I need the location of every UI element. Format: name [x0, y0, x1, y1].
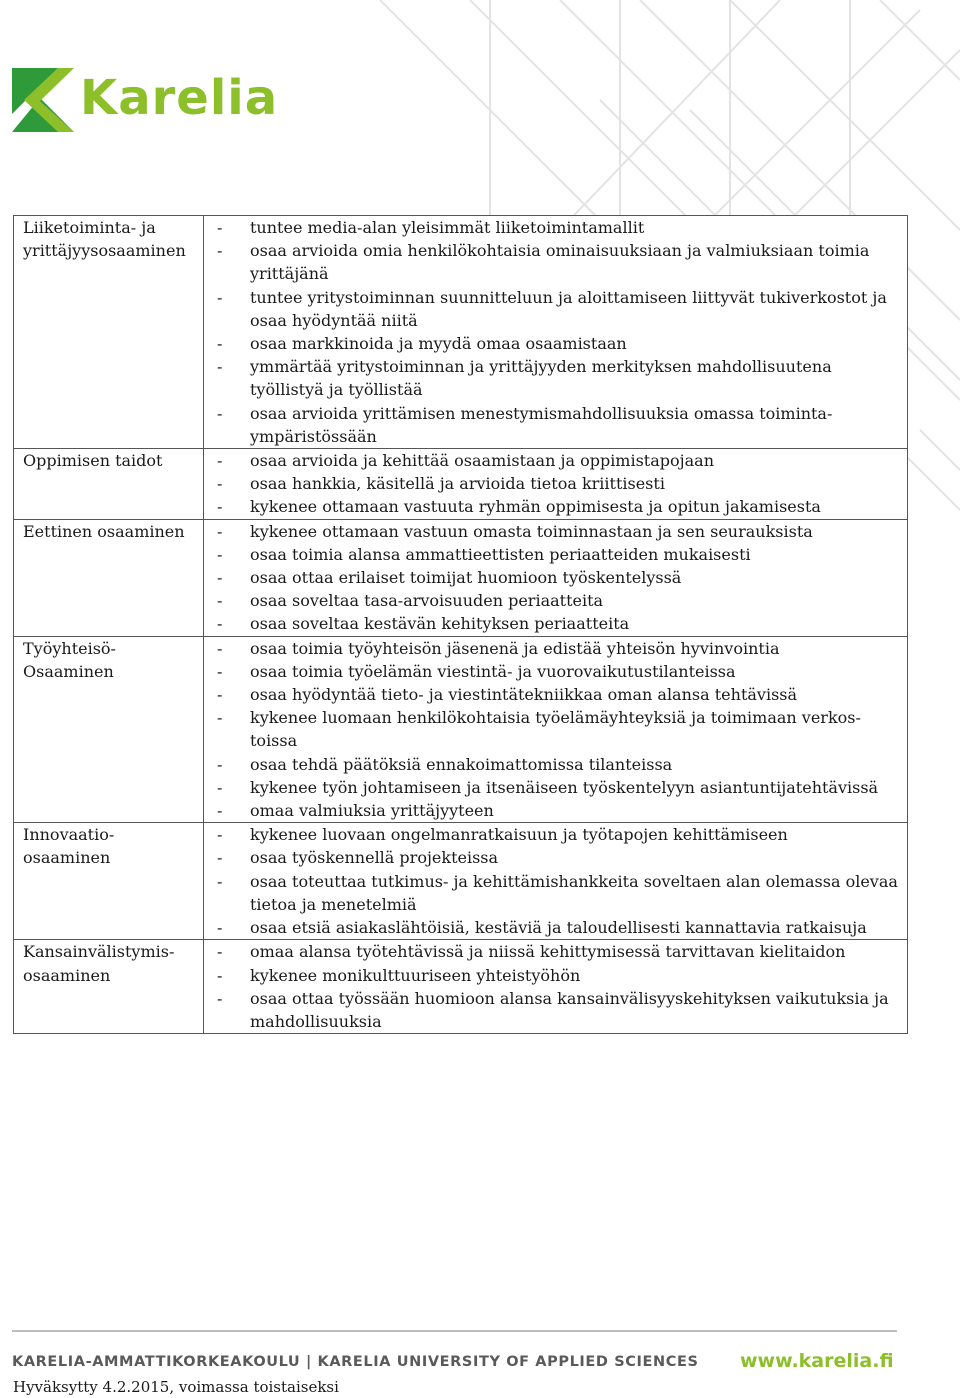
list-item-text: kykenee ottamaan vastuuta ryhmän oppimisesta ja opitun jakamisesta — [250, 497, 821, 517]
list-item-text: kykenee työn johtamiseen ja itsenäiseen työskentelyyn asiantuntijatehtävissä — [250, 777, 879, 797]
footer-institution-name: KARELIA-AMMATTIKORKEAKOULU | KARELIA UNIVERSITY OF APPLIED SCIENCES — [12, 1354, 699, 1370]
competence-category — [14, 940, 204, 1034]
list-item-text: osaa toteuttaa tutkimus- ja kehittämishankkeita soveltaen alan olemassa olevaa tietoa ja menetelmiä — [250, 871, 898, 914]
list-item-text: osaa etsiä asiakaslähtöisiä, kestäviä ja taloudellisesti kannattavia ratkaisuja — [250, 918, 867, 938]
list-item — [217, 332, 901, 355]
category-label: osaaminen — [23, 965, 111, 985]
list-dash: - — [217, 497, 223, 517]
list-item — [217, 239, 901, 285]
list-item-text: osaa markkinoida ja myydä omaa osaamistaan — [250, 334, 627, 354]
list-dash: - — [217, 871, 223, 891]
competence-items — [204, 636, 908, 823]
list-item — [217, 612, 901, 635]
list-item-text: osaa arvioida ja kehittää osaamistaan ja oppimistapojaan — [250, 451, 714, 471]
list-dash: - — [217, 942, 223, 962]
list-item — [217, 543, 901, 566]
list-item — [217, 660, 901, 683]
list-item-text: tuntee yritystoiminnan suunnitteluun ja aloittamiseen liittyvät tukiverkostot ja osaa hyödyntää niitä — [250, 287, 887, 330]
list-dash: - — [217, 568, 223, 588]
list-dash: - — [217, 918, 223, 938]
list-dash: - — [217, 334, 223, 354]
list-dash: - — [217, 988, 223, 1008]
list-item — [217, 286, 901, 332]
list-item-text: osaa tehdä päätöksiä ennakoimattomissa tilanteissa — [250, 754, 673, 774]
category-label: Kansainvälistymis- — [23, 942, 175, 962]
list-item — [217, 216, 901, 239]
list-item — [217, 355, 901, 401]
competence-items — [204, 519, 908, 636]
list-item-text: osaa ottaa työssään huomioon alansa kansainvälisyyskehityksen vaikutuksia ja mahdollisuuksia — [250, 988, 889, 1031]
list-dash: - — [217, 965, 223, 985]
competence-items — [204, 449, 908, 520]
list-dash: - — [217, 218, 223, 237]
list-dash: - — [217, 801, 223, 821]
list-item — [217, 799, 901, 822]
list-dash: - — [217, 451, 223, 471]
category-label: yrittäjyysosaaminen — [23, 241, 186, 261]
competence-row — [14, 823, 908, 940]
list-item-text: osaa hyödyntää tieto- ja viestintätekniikkaa oman alansa tehtävissä — [250, 685, 798, 705]
list-item — [217, 683, 901, 706]
list-item-text: osaa toimia työyhteisön jäsenenä ja edistää yhteisön hyvinvointia — [250, 638, 780, 658]
competence-category — [14, 216, 204, 449]
list-item-text: osaa toimia työelämän viestintä- ja vuorovaikutustilanteissa — [250, 661, 736, 681]
list-item — [217, 916, 901, 939]
list-dash: - — [217, 777, 223, 797]
list-item-text: kykenee luomaan henkilökohtaisia työelämäyhteyksiä ja toimimaan verkos-toissa — [250, 708, 861, 751]
competence-row — [14, 940, 908, 1034]
competence-category — [14, 636, 204, 823]
competence-items — [204, 823, 908, 940]
list-dash: - — [217, 287, 223, 307]
competence-row — [14, 216, 908, 449]
list-dash: - — [217, 357, 223, 377]
category-label: osaaminen — [23, 848, 111, 868]
category-label: Innovaatio- — [23, 825, 115, 845]
list-dash: - — [217, 474, 223, 494]
list-item — [217, 566, 901, 589]
list-item — [217, 987, 901, 1033]
list-item-text: osaa hankkia, käsitellä ja arvioida tietoa kriittisesti — [250, 474, 665, 494]
list-dash: - — [217, 708, 223, 728]
list-dash: - — [217, 403, 223, 423]
list-item-text: kykenee luovaan ongelmanratkaisuun ja työtapojen kehittämiseen — [250, 825, 788, 845]
list-item-text: omaa valmiuksia yrittäjyyteen — [250, 801, 494, 821]
category-label: Oppimisen taidot — [23, 451, 163, 471]
list-item — [217, 520, 901, 543]
list-item — [217, 402, 901, 448]
list-item-text: kykenee monikulttuuriseen yhteistyöhön — [250, 965, 581, 985]
logo-wordmark: Karelia — [80, 70, 279, 126]
list-dash: - — [217, 241, 223, 261]
list-item — [217, 637, 901, 660]
list-item — [217, 846, 901, 869]
competence-table — [13, 215, 908, 1034]
list-item-text: tuntee media-alan yleisimmät liiketoimintamallit — [250, 218, 645, 237]
competence-items — [204, 940, 908, 1034]
list-item-text: osaa työskennellä projekteissa — [250, 848, 499, 868]
approval-note: Hyväksytty 4.2.2015, voimassa toistaiseksi — [13, 1378, 339, 1396]
footer-website[interactable]: www.karelia.fi — [740, 1350, 894, 1372]
list-dash: - — [217, 848, 223, 868]
competence-table-body — [14, 216, 908, 1034]
competence-row — [14, 519, 908, 636]
list-dash: - — [217, 685, 223, 705]
list-item — [217, 589, 901, 612]
list-item — [217, 870, 901, 916]
list-dash: - — [217, 614, 223, 634]
category-label: Liiketoiminta- ja — [23, 218, 156, 237]
footer-divider — [12, 1330, 897, 1332]
list-dash: - — [217, 661, 223, 681]
competence-items — [204, 216, 908, 449]
category-label: Työyhteisö- — [23, 638, 116, 658]
list-item-text: omaa alansa työtehtävissä ja niissä kehittymisessä tarvittavan kielitaidon — [250, 942, 846, 962]
list-item — [217, 964, 901, 987]
list-item — [217, 940, 901, 963]
list-item — [217, 449, 901, 472]
list-item-text: osaa soveltaa tasa-arvoisuuden periaatteita — [250, 591, 604, 611]
list-item — [217, 776, 901, 799]
list-dash: - — [217, 544, 223, 564]
list-item-text: osaa arvioida yrittämisen menestymismahdollisuuksia omassa toiminta-ympäristössään — [250, 403, 833, 446]
list-item — [217, 495, 901, 518]
list-dash: - — [217, 638, 223, 658]
list-item-text: osaa toimia alansa ammattieettisten periaatteiden mukaisesti — [250, 544, 751, 564]
list-item-text: osaa ottaa erilaiset toimijat huomioon työskentelyssä — [250, 568, 682, 588]
list-item-text: osaa soveltaa kestävän kehityksen periaatteita — [250, 614, 630, 634]
list-dash: - — [217, 591, 223, 611]
competence-category — [14, 449, 204, 520]
list-item — [217, 753, 901, 776]
competence-category — [14, 519, 204, 636]
list-item — [217, 472, 901, 495]
category-label: Eettinen osaaminen — [23, 521, 185, 541]
list-item-text: kykenee ottamaan vastuun omasta toiminnastaan ja sen seurauksista — [250, 521, 813, 541]
list-item-text: ymmärtää yritystoiminnan ja yrittäjyyden merkityksen mahdollisuutena työllistyä ja työllistää — [250, 357, 832, 400]
competence-row — [14, 636, 908, 823]
competence-row — [14, 449, 908, 520]
list-dash: - — [217, 825, 223, 845]
list-item — [217, 823, 901, 846]
list-item — [217, 706, 901, 752]
list-item-text: osaa arvioida omia henkilökohtaisia ominaisuuksiaan ja valmiuksiaan toimia yrittäjänä — [250, 241, 870, 284]
competence-category — [14, 823, 204, 940]
list-dash: - — [217, 754, 223, 774]
category-label: Osaaminen — [23, 661, 114, 681]
list-dash: - — [217, 521, 223, 541]
